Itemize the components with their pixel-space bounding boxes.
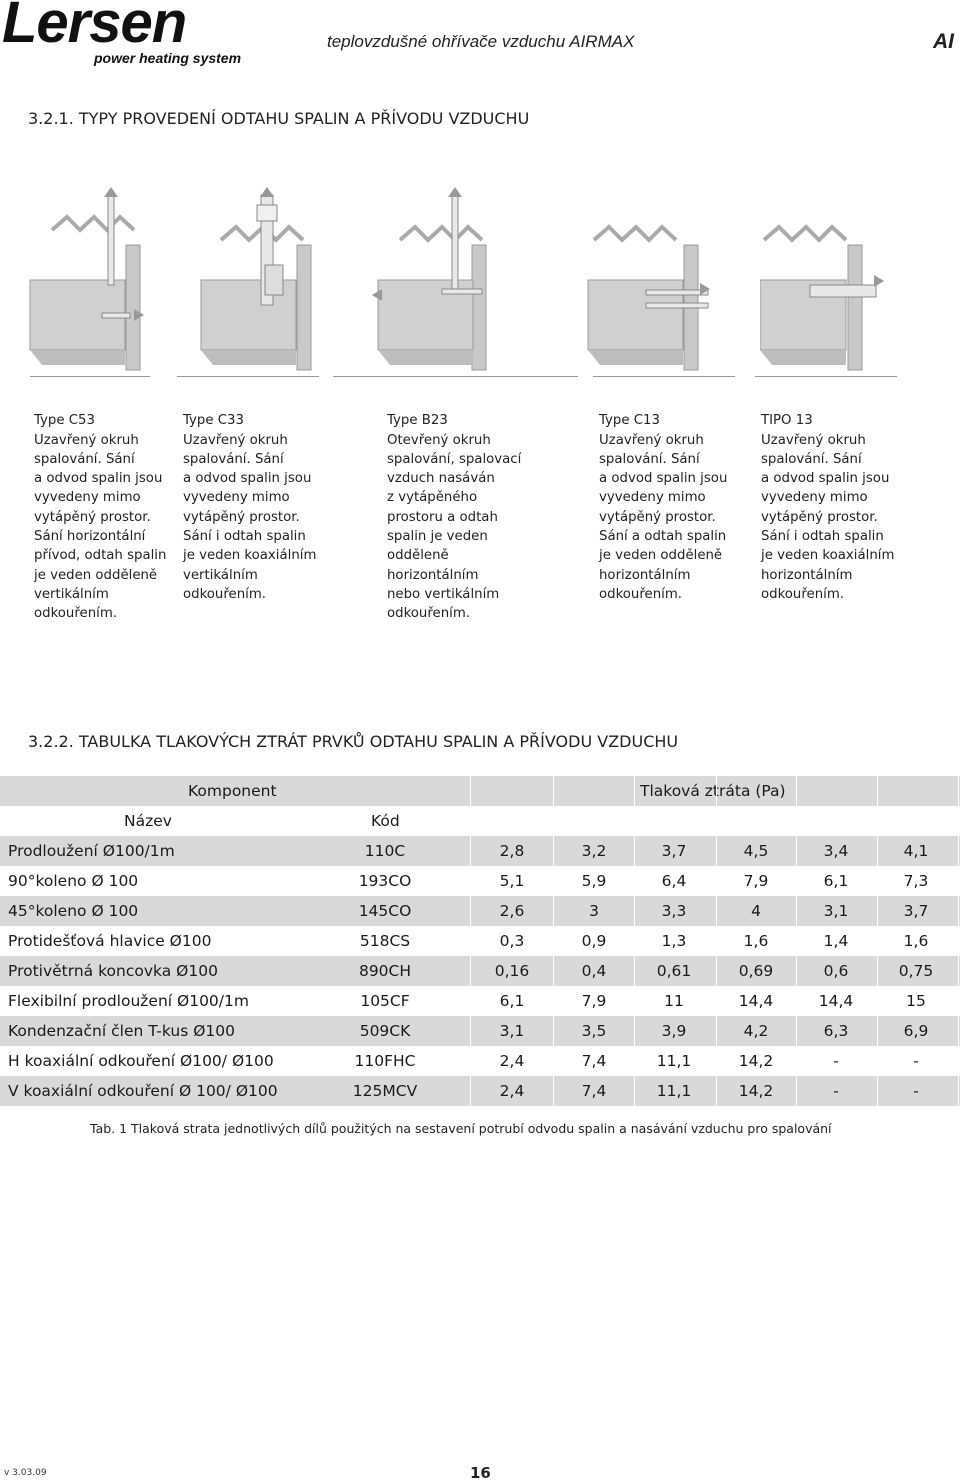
- component-name: 90°koleno Ø 100: [8, 872, 139, 890]
- pressure-loss-value: 15: [906, 992, 926, 1010]
- component-name: Flexibilní prodloužení Ø100/1m: [8, 992, 249, 1010]
- component-code: 509CK: [359, 1022, 411, 1040]
- type-text: Uzavřený okruh spalování. Sání a odvod spalin jsou vyvedeny mimo vytápěný prostor. Sání i odtah spalin je veden koaxiálním horizontálním odkouřením.: [761, 432, 895, 602]
- table-row: [0, 1076, 960, 1106]
- pressure-loss-value: 11,1: [656, 1082, 692, 1100]
- section-heading-table: 3.2.2. TABULKA TLAKOVÝCH ZTRÁT PRVKŮ ODTAHU SPALIN A PŘÍVODU VZDUCHU: [28, 732, 679, 751]
- component-code: 193CO: [358, 872, 412, 890]
- document-title: teplovzdušné ohřívače vzduchu AIRMAX: [327, 32, 635, 51]
- pressure-loss-value: 7,9: [581, 992, 607, 1010]
- divider: [177, 376, 319, 377]
- component-code: 125MCV: [352, 1082, 418, 1100]
- component-code: 105CF: [360, 992, 410, 1010]
- divider: [30, 376, 150, 377]
- component-code: 890CH: [358, 962, 412, 980]
- pressure-loss-value: 0,61: [656, 962, 692, 980]
- pressure-loss-value: 3,3: [661, 902, 687, 920]
- pressure-loss-value: 2,4: [499, 1052, 525, 1070]
- pressure-loss-value: 7,9: [743, 872, 769, 890]
- pressure-loss-value: 14,4: [738, 992, 774, 1010]
- brand-logo: Lersen: [2, 0, 187, 55]
- header-component: Komponent: [188, 782, 277, 800]
- header-name: Název: [124, 812, 172, 830]
- pressure-loss-value: 1,3: [661, 932, 687, 950]
- pressure-loss-value: -: [913, 1082, 919, 1100]
- type-text: Otevřený okruh spalování, spalovací vzduch nasáván z vytápěného prostoru a odtah spalin je veden odděleně horizontálním nebo vertikálním odkouřením.: [387, 432, 522, 622]
- pressure-loss-value: 7,4: [581, 1052, 607, 1070]
- table-column-separator: [716, 776, 717, 1106]
- document-code: AI: [933, 30, 954, 53]
- component-name: V koaxiální odkouření Ø 100/ Ø100: [8, 1082, 278, 1100]
- table-row: [0, 866, 960, 896]
- type-description-c53: [34, 392, 166, 624]
- pressure-loss-value: 1,6: [743, 932, 769, 950]
- type-text: Uzavřený okruh spalování. Sání a odvod spalin jsou vyvedeny mimo vytápěný prostor. Sání i odtah spalin je veden koaxiálním vertikálním odkouřením.: [183, 432, 317, 602]
- pressure-loss-value: -: [833, 1052, 839, 1070]
- pressure-loss-value: 6,1: [823, 872, 849, 890]
- pressure-loss-value: 0,69: [738, 962, 774, 980]
- version-label: v 3.03.09: [4, 1468, 47, 1478]
- pressure-loss-value: 3,1: [499, 1022, 525, 1040]
- table-row: [0, 956, 960, 986]
- table-row: [0, 1016, 960, 1046]
- table-row: [0, 896, 960, 926]
- table-subheader-row: [0, 806, 960, 836]
- pressure-loss-value: 14,4: [818, 992, 854, 1010]
- pressure-loss-value: 0,3: [499, 932, 525, 950]
- divider: [593, 376, 735, 377]
- pressure-loss-value: 2,8: [499, 842, 525, 860]
- component-name: Kondenzační člen T-kus Ø100: [8, 1022, 235, 1040]
- diagram-c53: [22, 185, 147, 375]
- pressure-loss-value: 3: [589, 902, 599, 920]
- brand-tagline: power heating system: [94, 50, 242, 66]
- component-name: Prodloužení Ø100/1m: [8, 842, 175, 860]
- table-column-separator: [958, 776, 959, 1106]
- pressure-loss-value: 5,9: [581, 872, 607, 890]
- header-pressure-loss: Tlaková ztráta (Pa): [640, 782, 786, 800]
- table-row: [0, 1046, 960, 1076]
- pressure-loss-value: 11: [664, 992, 684, 1010]
- pressure-loss-value: 1,6: [903, 932, 929, 950]
- pressure-loss-value: 0,4: [581, 962, 607, 980]
- pressure-loss-value: 3,7: [903, 902, 929, 920]
- pressure-loss-value: 4,1: [903, 842, 929, 860]
- table-column-separator: [877, 776, 878, 1106]
- pressure-loss-value: 14,2: [738, 1052, 774, 1070]
- type-description-tipo13: [761, 392, 894, 604]
- pressure-loss-value: 0,9: [581, 932, 607, 950]
- type-description-c13: [599, 392, 727, 604]
- table-row: [0, 926, 960, 956]
- table-column-separator: [553, 776, 554, 1106]
- pressure-loss-value: 3,7: [661, 842, 687, 860]
- component-code: 110C: [364, 842, 406, 860]
- pressure-loss-value: 3,9: [661, 1022, 687, 1040]
- type-description-b23: [387, 392, 521, 624]
- component-code: 145CO: [358, 902, 412, 920]
- pressure-loss-value: 6,9: [903, 1022, 929, 1040]
- table-caption: Tab. 1 Tlaková strata jednotlivých dílů použitých na sestavení potrubí odvodu spalin a nasávání vzduchu pro spalování: [90, 1121, 832, 1136]
- pressure-loss-value: 6,3: [823, 1022, 849, 1040]
- header-code: Kód: [371, 812, 400, 830]
- component-name: Protidešťová hlavice Ø100: [8, 932, 212, 950]
- pressure-loss-value: 4: [751, 902, 761, 920]
- pressure-loss-value: 0,16: [494, 962, 530, 980]
- pressure-loss-value: 2,4: [499, 1082, 525, 1100]
- type-text: Uzavřený okruh spalování. Sání a odvod spalin jsou vyvedeny mimo vytápěný prostor. Sání a odtah spalin je veden odděleně horizontálním odkouřením.: [599, 432, 728, 602]
- component-name: H koaxiální odkouření Ø100/ Ø100: [8, 1052, 274, 1070]
- component-code: 518CS: [359, 932, 411, 950]
- pressure-loss-value: 5,1: [499, 872, 525, 890]
- pressure-loss-value: 2,6: [499, 902, 525, 920]
- divider: [755, 376, 897, 377]
- pressure-loss-value: 11,1: [656, 1052, 692, 1070]
- pressure-loss-value: 0,6: [823, 962, 849, 980]
- pressure-loss-value: 14,2: [738, 1082, 774, 1100]
- table-row: [0, 836, 960, 866]
- pressure-loss-value: -: [833, 1082, 839, 1100]
- type-title: Type C33: [183, 413, 244, 429]
- pressure-loss-value: 4,2: [743, 1022, 769, 1040]
- diagram-tipo13: [760, 185, 885, 375]
- diagram-b23: [372, 185, 497, 375]
- pressure-loss-value: 3,5: [581, 1022, 607, 1040]
- diagram-c13: [586, 185, 711, 375]
- pressure-loss-value: 3,2: [581, 842, 607, 860]
- page-number: 16: [470, 1464, 491, 1482]
- pressure-loss-value: 6,1: [499, 992, 525, 1010]
- type-description-c33: [183, 392, 316, 604]
- table-column-separator: [796, 776, 797, 1106]
- type-title: Type B23: [387, 413, 448, 429]
- pressure-loss-value: 4,5: [743, 842, 769, 860]
- pressure-loss-value: 3,4: [823, 842, 849, 860]
- component-name: Protivětrná koncovka Ø100: [8, 962, 218, 980]
- diagram-c33: [199, 185, 324, 375]
- pressure-loss-value: 1,4: [823, 932, 849, 950]
- type-text: Uzavřený okruh spalování. Sání a odvod spalin jsou vyvedeny mimo vytápěný prostor. Sání horizontální přívod, odtah spalin je veden odděleně vertikálním odkouřením.: [34, 432, 167, 622]
- pressure-loss-value: 3,1: [823, 902, 849, 920]
- table-header-row: [0, 776, 960, 806]
- section-heading-types: 3.2.1. TYPY PROVEDENÍ ODTAHU SPALIN A PŘÍVODU VZDUCHU: [28, 109, 530, 128]
- pressure-loss-value: 7,3: [903, 872, 929, 890]
- component-code: 110FHC: [354, 1052, 416, 1070]
- table-column-separator: [470, 776, 471, 1106]
- type-title: TIPO 13: [761, 413, 813, 429]
- table-row: [0, 986, 960, 1016]
- type-title: Type C13: [599, 413, 660, 429]
- component-name: 45°koleno Ø 100: [8, 902, 139, 920]
- divider: [333, 376, 578, 377]
- table-column-separator: [634, 776, 635, 1106]
- pressure-loss-value: 7,4: [581, 1082, 607, 1100]
- type-title: Type C53: [34, 413, 95, 429]
- pressure-loss-value: -: [913, 1052, 919, 1070]
- pressure-loss-value: 0,75: [898, 962, 934, 980]
- pressure-loss-value: 6,4: [661, 872, 687, 890]
